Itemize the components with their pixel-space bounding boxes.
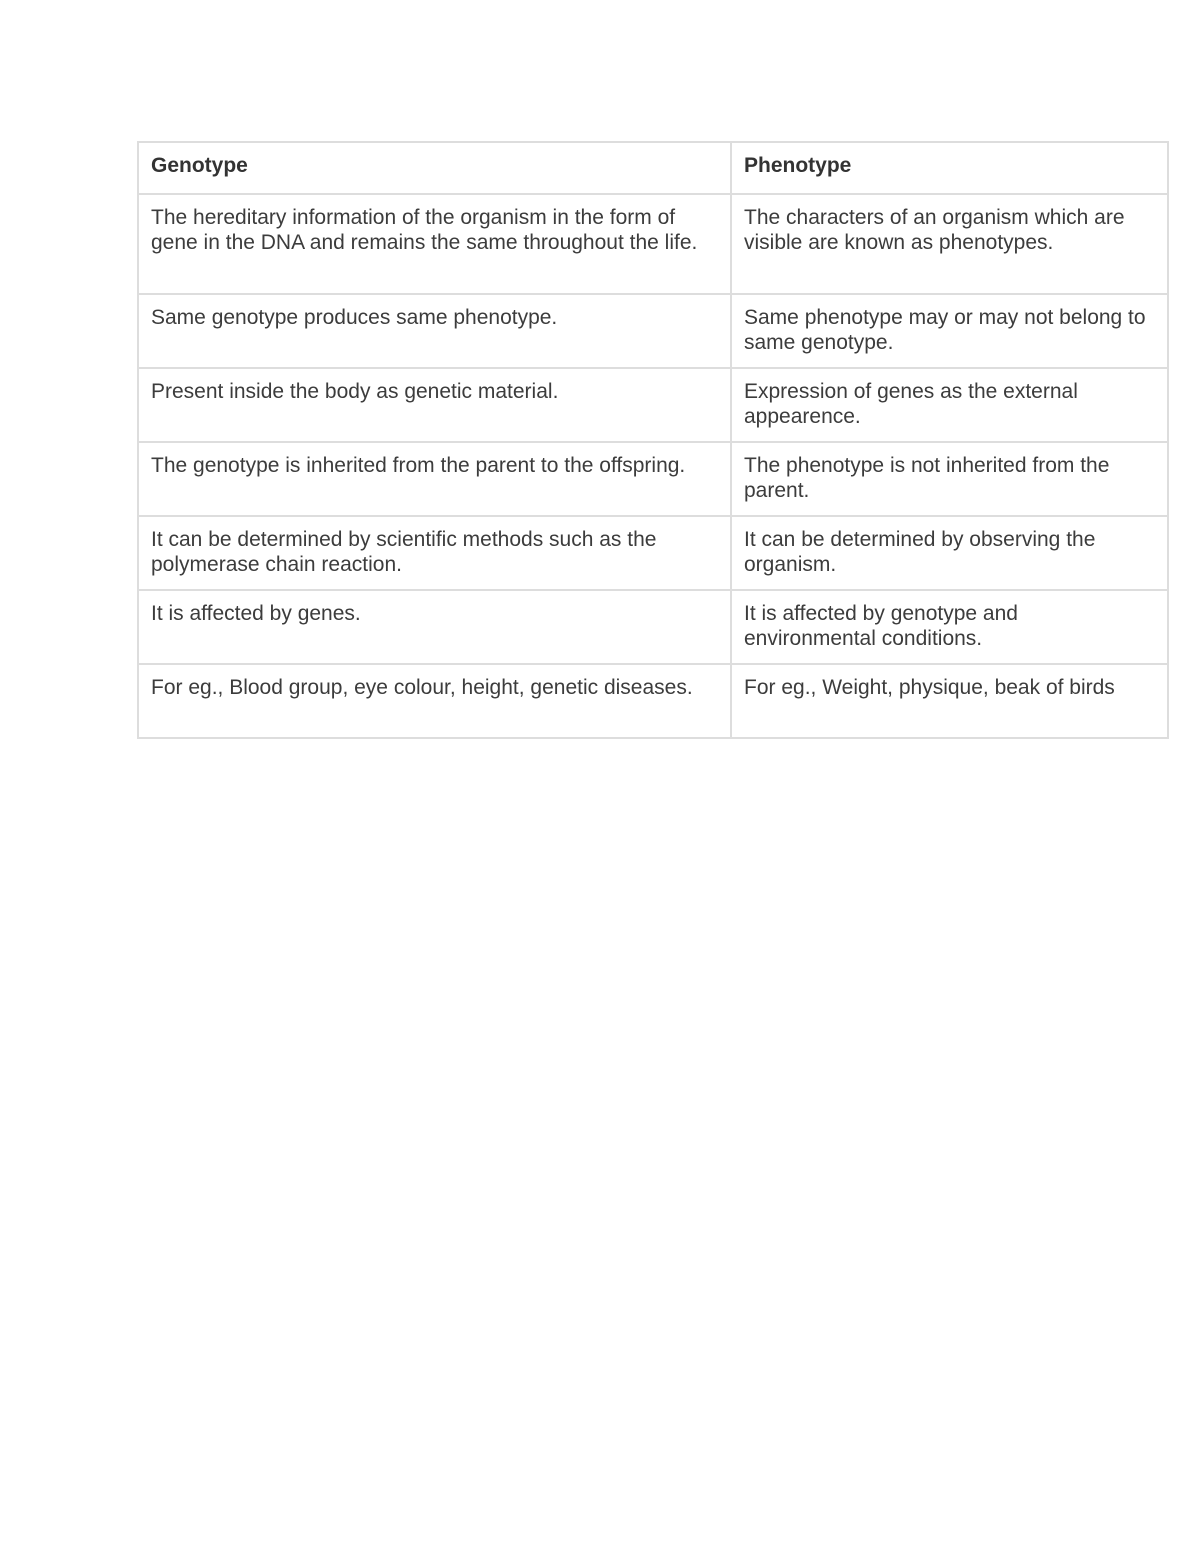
genotype-cell: It is affected by genes. — [139, 591, 732, 665]
table-row — [139, 195, 1167, 295]
genotype-cell: It can be determined by scientific methods such as the polymerase chain reaction. — [139, 517, 732, 591]
phenotype-cell: It is affected by genotype and environmental conditions. — [732, 591, 1167, 665]
genotype-cell: The hereditary information of the organism in the form of gene in the DNA and remains the same throughout the life. — [139, 195, 732, 295]
genotype-cell: For eg., Blood group, eye colour, height, genetic diseases. — [139, 665, 732, 737]
header-phenotype: Phenotype — [732, 143, 1167, 195]
phenotype-cell: For eg., Weight, physique, beak of birds — [744, 676, 1115, 699]
table-row — [139, 369, 1167, 443]
phenotype-cell: It can be determined by observing the organism. — [732, 517, 1167, 591]
table-row — [139, 591, 1167, 665]
phenotype-cell: The characters of an organism which are visible are known as phenotypes. — [732, 195, 1167, 295]
phenotype-cell: Expression of genes as the external appearence. — [732, 369, 1167, 443]
table-header-row — [139, 143, 1167, 195]
phenotype-cell: Same phenotype may or may not belong to same genotype. — [732, 295, 1167, 369]
phenotype-cell: The phenotype is not inherited from the parent. — [732, 443, 1167, 517]
genotype-cell: Same genotype produces same phenotype. — [139, 295, 732, 369]
table-row — [139, 665, 1167, 737]
genotype-cell: The genotype is inherited from the parent to the offspring. — [139, 443, 732, 517]
genotype-phenotype-table — [137, 141, 1169, 739]
table-row — [139, 517, 1167, 591]
table-row — [139, 295, 1167, 369]
header-genotype: Genotype — [139, 143, 732, 195]
table-row — [139, 443, 1167, 517]
genotype-cell: Present inside the body as genetic material. — [139, 369, 732, 443]
